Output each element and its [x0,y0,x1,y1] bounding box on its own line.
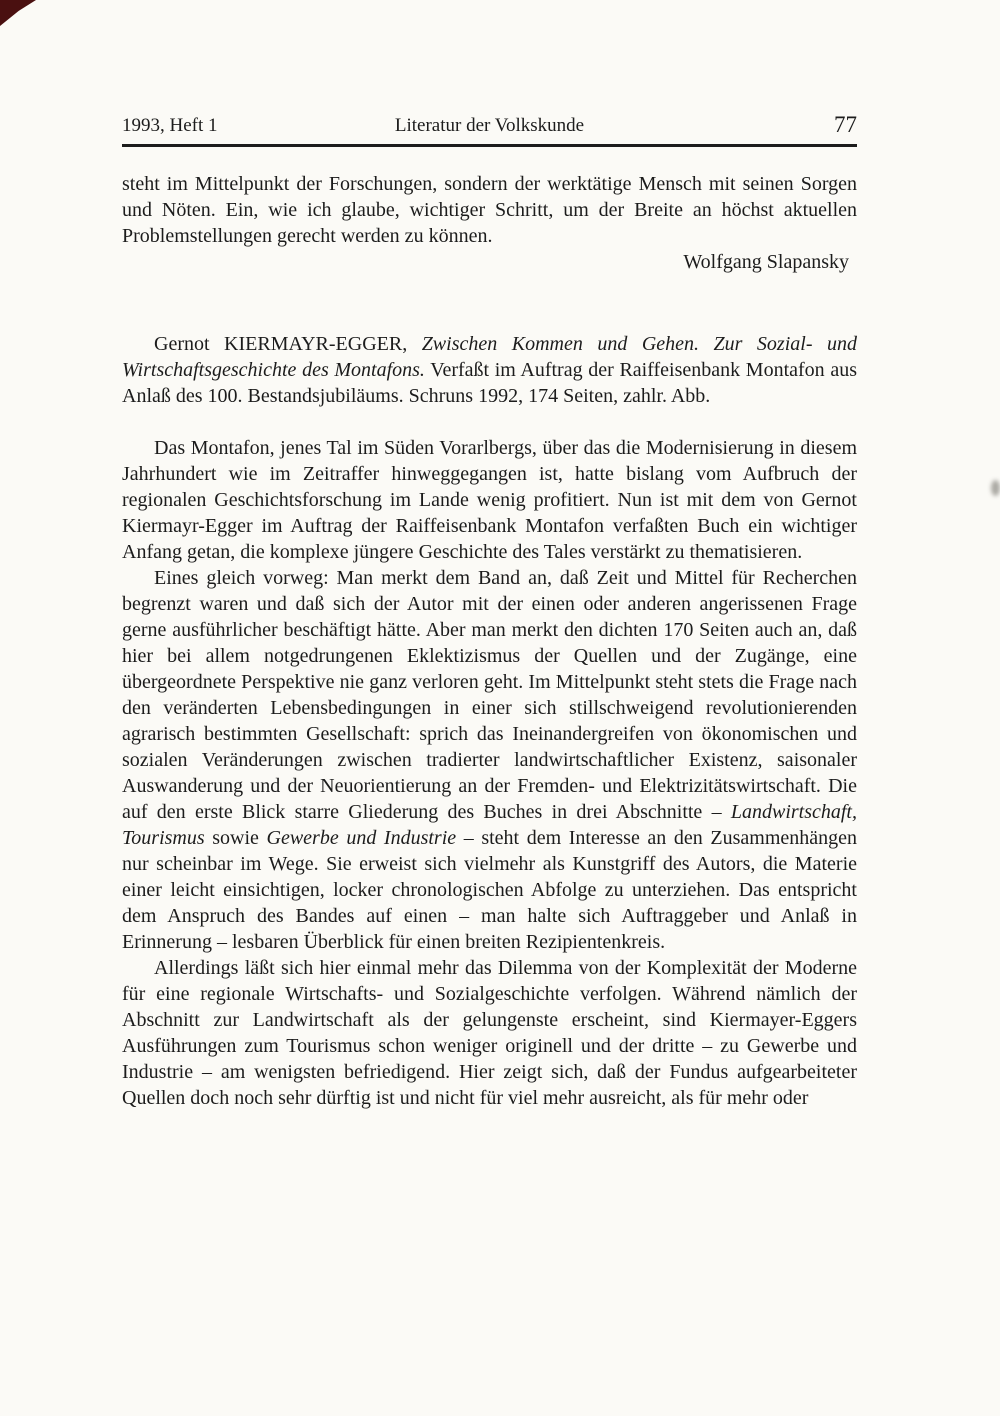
continuation-paragraph [122,171,857,249]
issue-label: 1993, Heft 1 [122,115,218,137]
header-rule [122,144,857,147]
scan-smudge [991,480,1000,496]
text-segment: sowie [204,827,267,850]
text-segment: Gernot KIERMAYR-EGGER, [154,333,422,356]
review-citation [122,331,857,409]
text-segment: steht im Mittelpunkt der Forschungen, sondern der werktätige Mensch mit seinen Sorgen und Nöten. Ein, wie ich glaube, wichtiger Schritt, um der Breite an höchst aktuellen Problemstellungen gerecht werden zu können. [122,173,857,248]
signature-line [122,249,857,275]
italic-text-segment: Landwirtschaft, Tourismus [122,801,857,850]
review-paragraph-2 [122,565,857,955]
italic-text-segment: Gewerbe und Industrie [266,827,457,850]
scan-artifact [0,0,36,26]
text-segment: Eines gleich vorweg: Man merkt dem Band an, daß Zeit und Mittel für Recherchen begrenzt waren und daß sich der Autor mit der einen oder anderen angerissenen Frage gerne ausführlicher beschäftigt hätte. Aber man merkt den dichten 170 Seiten auch an, daß hier bei allem notgedrungenen Eklektizismus der Quellen und der Zugänge, eine übergeordnete Perspektive nie ganz verloren geht. Im Mittelpunkt steht stets die Frage nach den veränderten Lebensbedingungen in einer sich stillschweigend revolutionierenden agrarisch bestimmten Gesellschaft: sprich das Ineinandergreifen von ökonomischen und sozialen Veränderungen zwischen tradierter landwirtschaftlicher Existenz, saisonaler Auswanderung und der Neuorientierung an der Fremden- und Elektrizitätswirtschaft. Die auf den erste Blick starre Gliederung des Buches in drei Abschnitte – [122,567,857,824]
body-text [122,171,857,1111]
page-header [122,112,857,137]
text-segment: – steht dem Interesse an den Zusammenhängen nur scheinbar im Wege. Sie erweist sich vielmehr als Kunstgriff des Autors, die Materie einer leicht einsichtigen, locker chronologischen Abfolge zu unterziehen. Das entspricht dem Anspruch des Bandes auf einen – man halte sich Auftraggeber und Anlaß in Erinnerung – lesbaren Überblick für einen breiten Rezipientenkreis. [122,827,858,954]
review-paragraph-3 [122,955,857,1111]
review-paragraph-1 [122,435,857,565]
italic-text-segment: Zwischen Kommen und Gehen. Zur Sozial- und Wirtschaftsgeschichte des Montafons. [122,333,857,382]
text-segment: Verfaßt im Auftrag der Raiffeisenbank Montafon aus Anlaß des 100. Bestandsjubiläums. Schruns 1992, 174 Seiten, zahlr. Abb. [122,359,857,408]
text-segment: Allerdings läßt sich hier einmal mehr das Dilemma von der Komplexität der Moderne für eine regionale Wirtschafts- und Sozialgeschichte verfolgen. Während nämlich der Abschnitt zur Landwirtschaft als der gelungenste erscheint, sind Kiermayer-Eggers Ausführungen zum Tourismus schon weniger originell und der dritte – zu Gewerbe und Industrie – am wenigsten befriedigend. Hier zeigt sich, daß der Fundus aufgearbeiteter Quellen doch noch sehr dürftig ist und nicht für viel mehr ausreicht, als für mehr oder [122,957,857,1110]
page-number: 77 [834,112,857,137]
text-segment: Wolfgang Slapansky [683,251,849,274]
running-title: Literatur der Volkskunde [394,115,585,137]
text-segment: Das Montafon, jenes Tal im Süden Vorarlbergs, über das die Modernisierung in diesem Jahrhundert wie im Zeitraffer hinweggegangen ist, hatte bislang vom Aufbruch der regionalen Geschichtsforschung im Lande wenig profitiert. Nun ist mit dem von Gernot Kiermayr-Egger im Auftrag der Raiffeisenbank Montafon verfaßten Buch ein wichtiger Anfang getan, die komplexe jüngere Geschichte des Tales verstärkt zu thematisieren. [122,437,857,564]
